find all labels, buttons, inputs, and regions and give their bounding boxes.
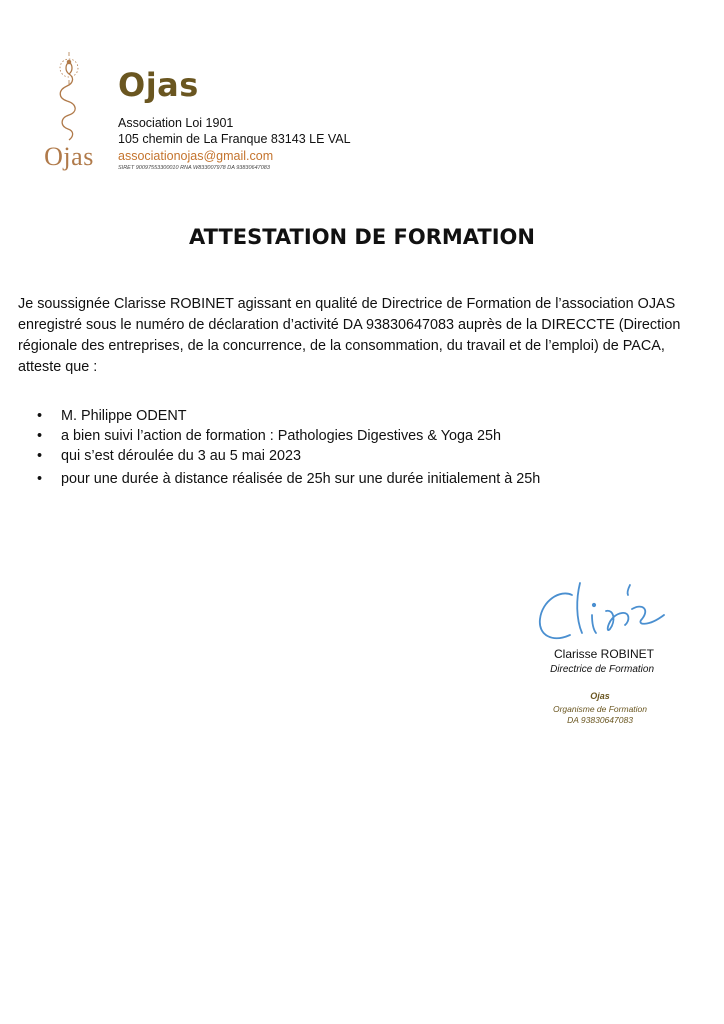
list-item-text: pour une durée à distance réalisée de 25h sur une durée initialement à 25h bbox=[61, 471, 541, 487]
email-address[interactable]: associationojas@gmail.com bbox=[118, 149, 274, 163]
list-item-text: qui s’est déroulée du 3 au 5 mai 2023 bbox=[61, 448, 302, 464]
paragraph-line: atteste que : bbox=[18, 359, 98, 375]
registration-numbers: SIRET 90097553300010 RNA W833007978 DA 93830647083 bbox=[118, 165, 270, 171]
attestation-details-list bbox=[37, 406, 540, 489]
stamp-number: DA 93830647083 bbox=[567, 715, 633, 725]
list-item-text: M. Philippe ODENT bbox=[61, 408, 187, 424]
list-item-text: a bien suivi l’action de formation : Pathologies Digestives & Yoga 25h bbox=[61, 428, 501, 444]
bullet-icon: • bbox=[37, 408, 43, 424]
organization-name: Ojas bbox=[118, 66, 199, 104]
snake-emblem-icon bbox=[34, 50, 104, 145]
stamp-organization: Ojas bbox=[590, 691, 610, 701]
postal-address: 105 chemin de La Franque 83143 LE VAL bbox=[118, 132, 351, 146]
stamp-type: Organisme de Formation bbox=[552, 704, 647, 714]
paragraph-line: Je soussignée Clarisse ROBINET agissant en qualité de Directrice de Formation de l’association OJAS bbox=[18, 296, 676, 312]
bullet-icon: • bbox=[37, 428, 43, 444]
list-item-dates bbox=[37, 446, 540, 466]
list-item-trainee bbox=[37, 406, 540, 426]
signatory-role: Directrice de Formation bbox=[550, 664, 654, 675]
list-item-duration bbox=[37, 469, 540, 489]
paragraph-line: enregistré sous le numéro de déclaration d’activité DA 93830647083 auprès de la DIRECCTE (Direction bbox=[18, 317, 681, 333]
document-title: ATTESTATION DE FORMATION bbox=[189, 225, 535, 249]
attestation-paragraph bbox=[18, 294, 710, 378]
bullet-icon: • bbox=[37, 471, 43, 487]
signatory-name: Clarisse ROBINET bbox=[553, 647, 654, 661]
handwritten-signature bbox=[530, 575, 680, 650]
ojas-logo bbox=[34, 50, 104, 180]
logo-wordmark: Ojas bbox=[44, 142, 94, 171]
list-item-course bbox=[37, 426, 540, 446]
association-type: Association Loi 1901 bbox=[118, 116, 234, 130]
paragraph-line: régionale des entreprises, de la concurrence, de la consommation, du travail et de l’emploi) de PACA, bbox=[18, 338, 665, 354]
bullet-icon: • bbox=[37, 448, 43, 464]
